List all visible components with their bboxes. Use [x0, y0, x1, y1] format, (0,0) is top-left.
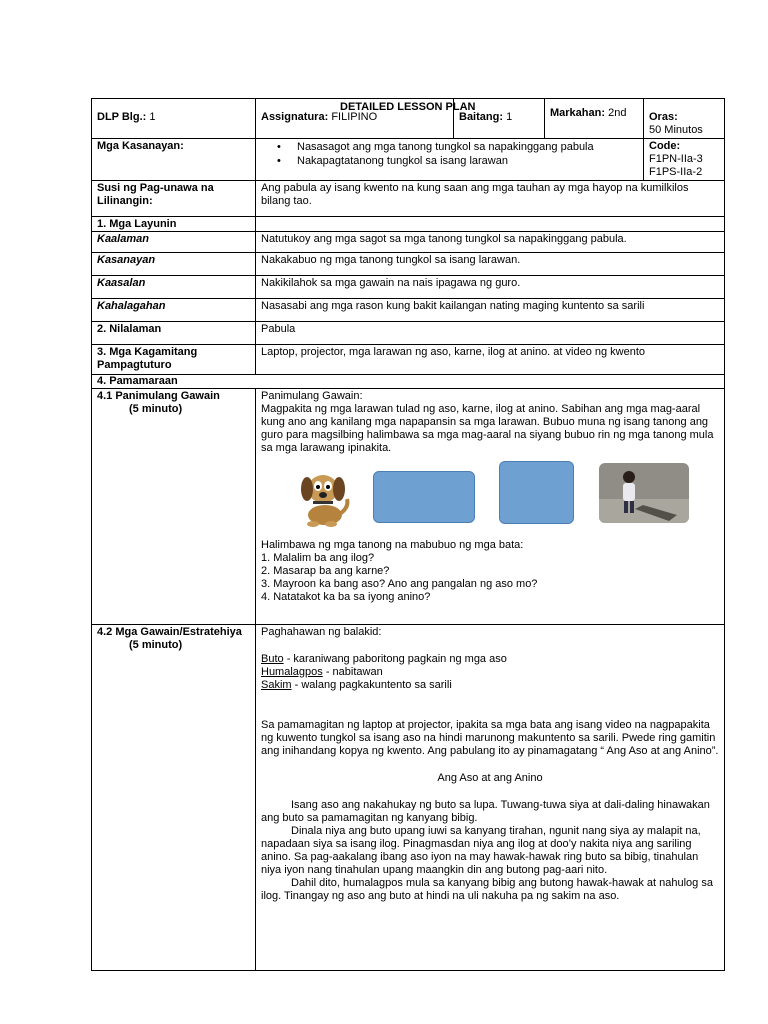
- panimulang-label: 4.1 Panimulang Gawain: [97, 390, 220, 402]
- layunin-label: 1. Mga Layunin: [92, 217, 256, 232]
- pamamaraan-label: 4. Pamamaraan: [92, 375, 725, 389]
- panimulang-heading: Panimulang Gawain:: [261, 390, 363, 402]
- lesson-plan-table: [91, 98, 725, 971]
- example-item: 2. Masarap ba ang karne?: [261, 565, 390, 577]
- example-item: 1. Malalim ba ang ilog?: [261, 552, 375, 564]
- susi-label: Lilinangin:: [97, 195, 153, 207]
- kaalaman-row: [92, 232, 725, 253]
- oras-cell: [644, 99, 725, 139]
- panimulang-label-cell: [92, 389, 256, 625]
- kagamitan-row: [92, 345, 725, 375]
- nilalaman-row: [92, 322, 725, 345]
- layunin-empty: [256, 217, 725, 232]
- gawain-label: 4.2 Mga Gawain/Estratehiya: [97, 626, 242, 638]
- kaalaman-text: Natutukoy ang mga sagot sa mga tanong tungkol sa napakinggang pabula.: [256, 232, 725, 253]
- kasanayan-item: • Nasasagot ang mga tanong tungkol sa napakinggang pabula: [297, 140, 638, 154]
- panimulang-content: [256, 389, 725, 625]
- kahalagahan-row: [92, 299, 725, 322]
- layunin-row: [92, 217, 725, 232]
- story-title: Ang Aso at ang Anino: [437, 772, 543, 784]
- panimulang-row: [92, 389, 725, 625]
- baitang-cell: [454, 99, 545, 139]
- shadow-photo: [599, 463, 689, 523]
- baitang-value: 1: [506, 111, 513, 123]
- vocab-item: [261, 653, 719, 666]
- dlp-cell: [92, 99, 256, 139]
- susi-text: Ang pabula ay isang kwento na kung saan ang mga tauhan ay mga hayop na kumilkilos bilang tao.: [256, 181, 725, 217]
- kasanayan-label-cell: [92, 139, 256, 181]
- kahalagahan-text: Nasasabi ang mga rason kung bakit kailangan nating maging kuntento sa sarili: [256, 299, 725, 322]
- story-paragraph: Dahil dito, humalagpos mula sa kanyang bibig ang butong hawak-hawak at nahulog sa ilog. Tinangay ng aso ang buto at hindi na uli nakuha pa ng sakim na aso.: [261, 877, 713, 902]
- gawain-label-cell: [92, 625, 256, 971]
- kasanayan-item: • Nakapagtatanong tungkol sa isang larawan: [297, 154, 638, 168]
- meat-image-placeholder: [373, 471, 475, 523]
- oras-label: Oras:: [649, 111, 678, 123]
- kasanayan-obj-text: Nakakabuo ng mga tanong tungkol sa isang larawan.: [256, 253, 725, 276]
- header-row: [92, 99, 725, 139]
- markahan-value: 2nd: [608, 107, 627, 119]
- kagamitan-label-cell: [92, 345, 256, 375]
- vocab-item: [261, 666, 719, 679]
- kaasalan-label: Kaasalan: [92, 276, 256, 299]
- oras-value: 50 Minutos: [649, 124, 703, 136]
- markahan-label: Markahan:: [550, 107, 606, 119]
- kaasalan-text: Nakikilahok sa mga gawain na nais ipagawa ng guro.: [256, 276, 725, 299]
- vocab-def: - walang pagkakuntento sa sarili: [291, 679, 452, 691]
- kahalagahan-label: Kahalagahan: [92, 299, 256, 322]
- gawain-row: [92, 625, 725, 971]
- dlp-label: DLP Blg.:: [97, 111, 147, 123]
- kasanayan-row: [92, 139, 725, 181]
- baitang-label: Baitang:: [459, 111, 503, 123]
- page-title: DETAILED LESSON PLAN: [340, 101, 476, 113]
- kagamitan-label: 3. Mga Kagamitang: [97, 346, 198, 358]
- kagamitan-label: Pampagtuturo: [97, 359, 172, 371]
- example-item: 3. Mayroon ka bang aso? Ano ang pangalan ng aso mo?: [261, 578, 538, 590]
- panimulang-duration: (5 minuto): [129, 403, 183, 415]
- vocab-def: - karaniwang paboritong pagkain ng mga aso: [283, 653, 507, 665]
- kasanayan-obj-row: [92, 253, 725, 276]
- susi-label: Susi ng Pag-unawa na: [97, 182, 214, 194]
- panimulang-text: Magpakita ng mga larawan tulad ng aso, karne, ilog at anino. Sabihan ang mga mag-aaral kung ano ang kanilang mga napapansin sa mga larawan. Bubuo muna ng isang tanong ang guro para magsilbing halimbawa sa mga mag-aaral na siyang bubuo rin ng mga tanong mula sa mga larawang ipinakita.: [261, 403, 714, 454]
- kaasalan-row: [92, 276, 725, 299]
- code-value: F1PS-IIa-2: [649, 166, 703, 178]
- vocab-def: - nabitawan: [322, 666, 383, 678]
- example-item: 4. Natatakot ka ba sa iyong anino?: [261, 591, 431, 603]
- dlp-value: 1: [149, 111, 156, 123]
- gawain-content: [256, 625, 725, 971]
- assignatura-cell: [256, 99, 454, 139]
- gawain-duration: (5 minuto): [129, 639, 183, 651]
- vocab-word: Humalagpos: [261, 666, 323, 678]
- vocab-word: Buto: [261, 653, 284, 665]
- vocab-item: [261, 679, 719, 692]
- examples-heading: Halimbawa ng mga tanong na mabubuo ng mga bata:: [261, 539, 524, 551]
- kaalaman-label: Kaalaman: [92, 232, 256, 253]
- assignatura-value: FILIPINO: [331, 111, 378, 123]
- gawain-intro: Sa pamamagitan ng laptop at projector, ipakita sa mga bata ang isang video na nagpapakita ng kuwento tungkol sa isang aso na hindi marunong makuntento sa sarili. Pwede ring gamitin ang inihandang kopya ng kwento. Ang pabulang ito ay pinamagatang “ Ang Aso at ang Anino”.: [261, 719, 719, 757]
- code-value: F1PN-IIa-3: [649, 153, 703, 165]
- dog-image: [295, 469, 351, 527]
- kasanayan-label: Mga Kasanayan:: [97, 140, 184, 152]
- gawain-heading: Paghahawan ng balakid:: [261, 626, 382, 638]
- assignatura-label: Assignatura:: [261, 111, 329, 123]
- nilalaman-text: Pabula: [256, 322, 725, 345]
- code-cell: [644, 139, 725, 181]
- vocab-word: Sakim: [261, 679, 292, 691]
- markahan-cell: [545, 99, 644, 139]
- susi-label-cell: [92, 181, 256, 217]
- susi-row: [92, 181, 725, 217]
- kasanayan-items-cell: [256, 139, 644, 181]
- code-label: Code:: [649, 140, 681, 152]
- kasanayan-obj-label: Kasanayan: [92, 253, 256, 276]
- story-paragraph: Dinala niya ang buto upang iuwi sa kanyang tirahan, ngunit nang siya ay malapit na, napadaan siya sa isang ilog. Pinagmasdan niya ang ilog at doo’y nakita niya ang sariling anino. Sa pag-aakalang ibang aso iyon na may hawak-hawak ring buto sa bibig, tinahulan niya iyon nang tinahulan upang maangkin din ang butong pag-aari nito.: [261, 825, 701, 876]
- kagamitan-text: Laptop, projector, mga larawan ng aso, karne, ilog at anino. at video ng kwento: [256, 345, 725, 375]
- nilalaman-label: 2. Nilalaman: [92, 322, 256, 345]
- picture-row: [261, 461, 719, 531]
- river-image-placeholder: [499, 461, 574, 524]
- kasanayan-list: [261, 140, 638, 168]
- pamamaraan-row: [92, 375, 725, 389]
- story-paragraph: Isang aso ang nakahukay ng buto sa lupa. Tuwang-tuwa siya at dali-daling hinawakan ang buto sa pamamagitan ng kanyang bibig.: [261, 799, 710, 824]
